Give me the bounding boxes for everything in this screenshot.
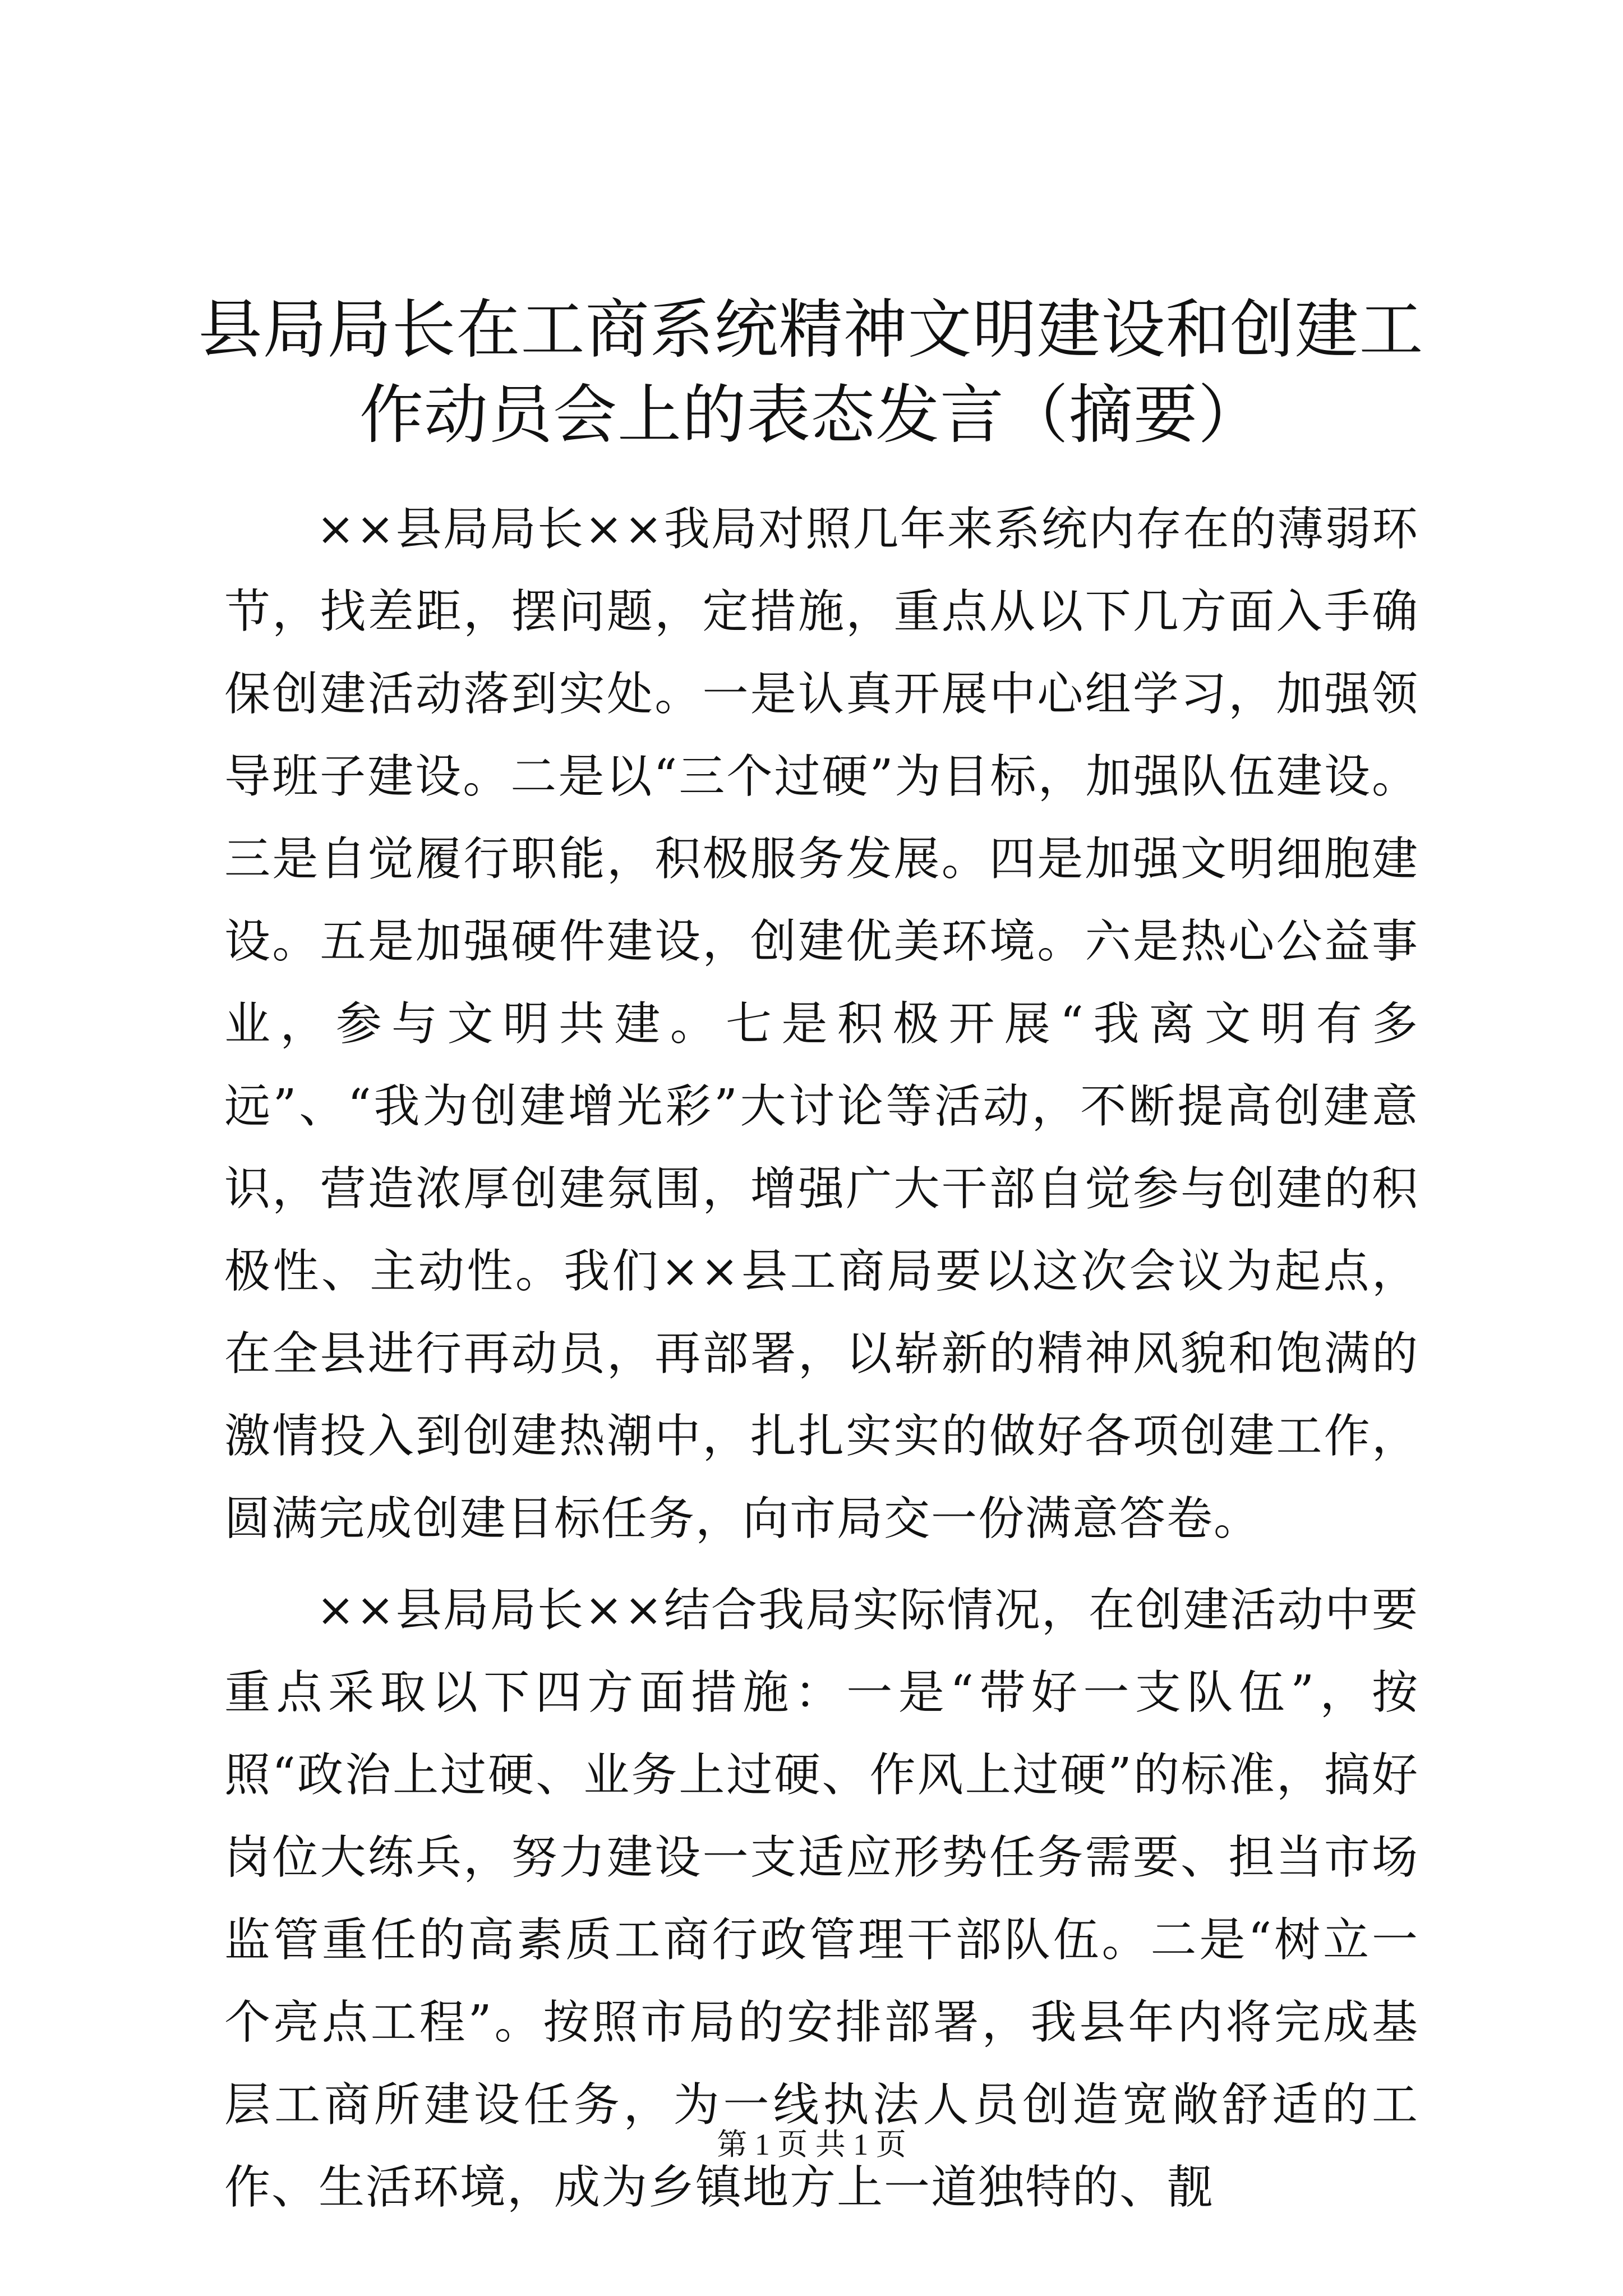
document-title: 县局局长在工商系统精神文明建设和创建工作动员会上的表态发言（摘要）	[198, 292, 1424, 452]
body-paragraph-1: ××县局局长××我局对照几年来系统内存在的薄弱环节，找差距，摆问题，定措施，重点从以下几方面入手确保创建活动落到实处。一是认真开展中心组学习，加强领导班子建设。二是以“三个过硬”为目标，加强队伍建设。三是自觉履行职能，积极服务发展。四是加强文明细胞建设。五是加强硬件建设，创建优美环境。六是热心公益事业，参与文明共建。七是积极开展“我离文明有多远”、“我为创建增光彩”大讨论等活动，不断提高创建意识，营造浓厚创建氛围，增强广大干部自觉参与创建的积极性、主动性。我们××县工商局要以这次会议为起点，在全县进行再动员，再部署，以崭新的精神风貌和饱满的激情投入到创建热潮中，扎扎实实的做好各项创建工作，圆满完成创建目标任务，向市局交一份满意答卷。	[224, 503, 1419, 1545]
page-footer: 第 1 页 共 1 页	[717, 2128, 906, 2161]
body-paragraph-2: ××县局局长××结合我局实际情况，在创建活动中要重点采取以下四方面措施：一是“带好一支队伍”，按照“政治上过硬、业务上过硬、作风上过硬”的标准，搞好岗位大练兵，努力建设一支适应形势任务需要、担当市场监管重任的高素质工商行政管理干部队伍。二是“树立一个亮点工程”。按照市局的安排部署，我县年内将完成基层工商所建设任务，为一线执法人员创造宽敞舒适的工作、生活环境，成为乡镇地方上一道独特的、靓	[224, 1584, 1419, 2214]
